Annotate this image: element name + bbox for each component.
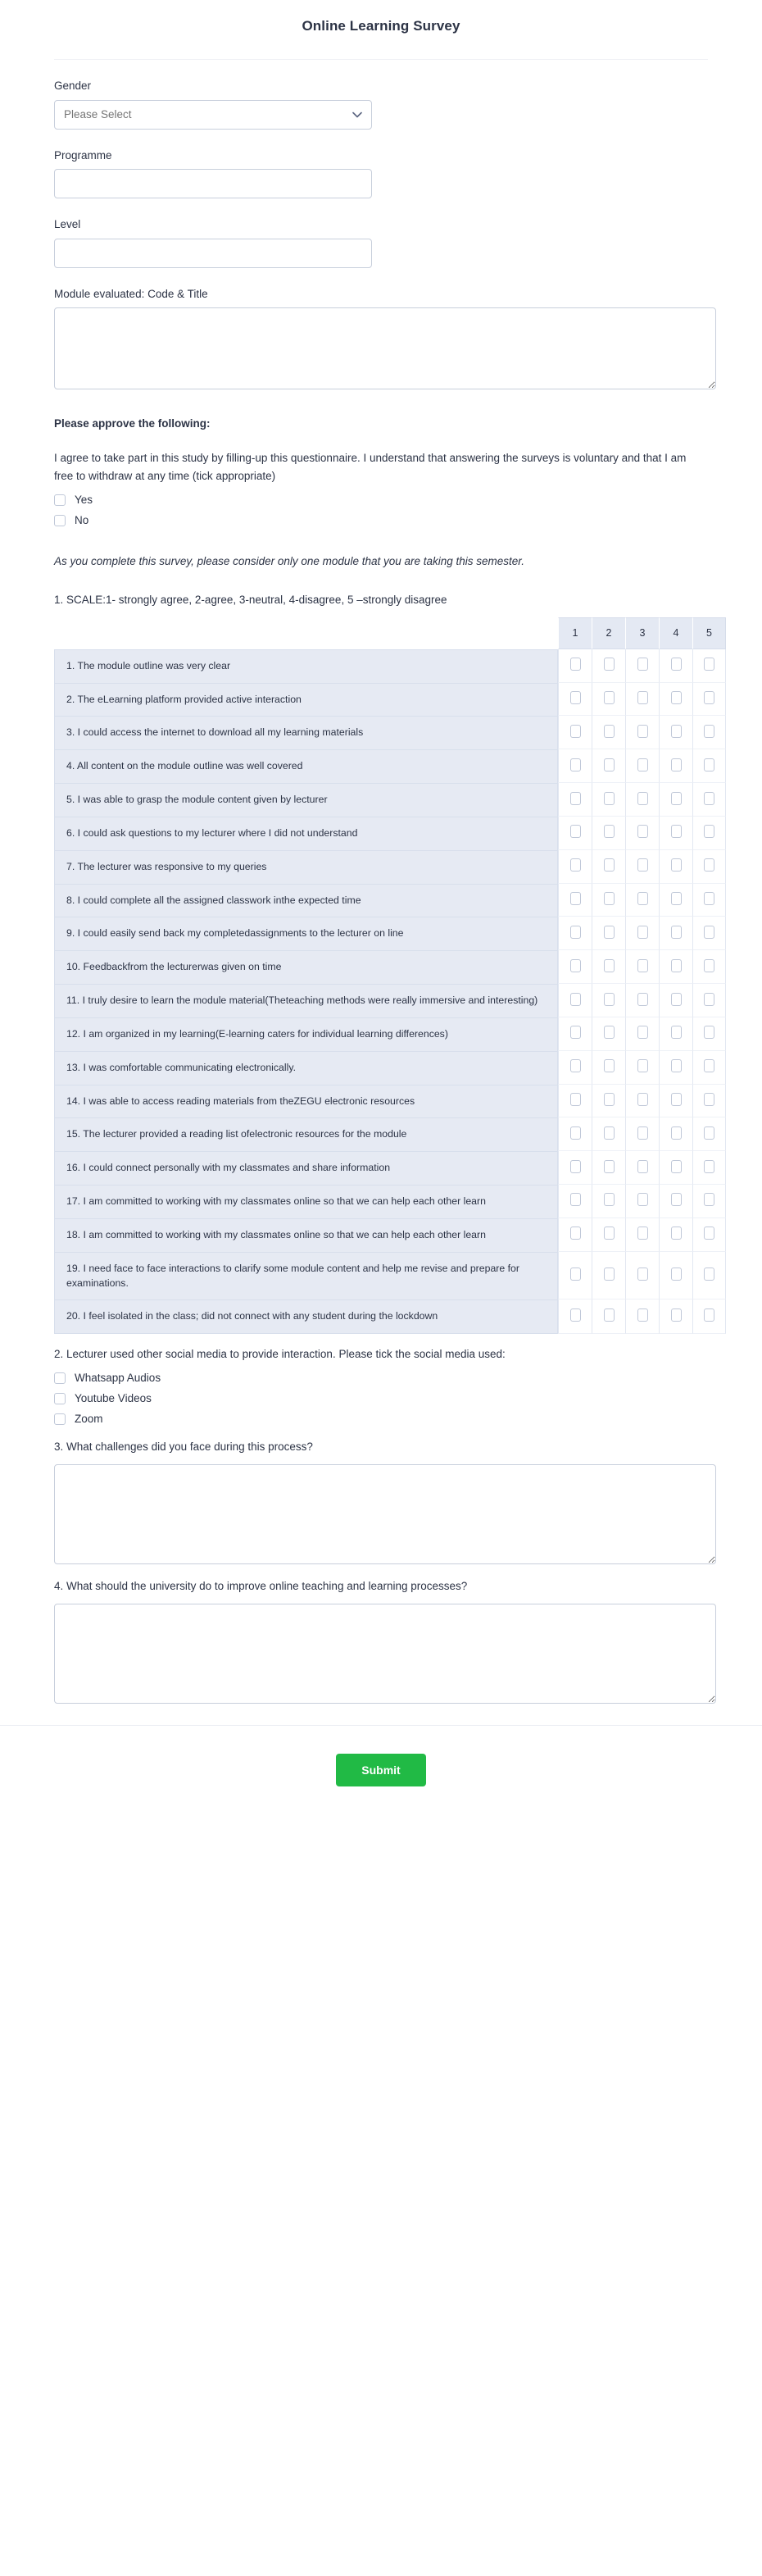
matrix-question-label: 17. I am committed to working with my classmates online so that we can help each other learn [54, 1185, 558, 1218]
checkbox-icon[interactable] [671, 1160, 682, 1173]
matrix-option-cell[interactable] [692, 917, 726, 950]
matrix-option-cell[interactable] [625, 984, 659, 1017]
checkbox-icon[interactable] [671, 1126, 682, 1140]
matrix-option-cell[interactable] [558, 950, 592, 984]
checkbox-icon[interactable] [671, 725, 682, 738]
matrix-option-cell[interactable] [692, 1085, 726, 1118]
matrix-row [54, 950, 726, 984]
submit-button[interactable]: Submit [336, 1754, 426, 1786]
question3-answer-block [54, 1464, 708, 1564]
matrix-question-label: 2. The eLearning platform provided active interaction [54, 683, 558, 717]
checkbox-icon[interactable] [637, 1026, 648, 1039]
matrix-option-cell[interactable] [659, 850, 692, 884]
social-option-whatsapp[interactable] [54, 1372, 708, 1384]
matrix-option-cell[interactable] [659, 683, 692, 717]
matrix-table [54, 617, 726, 1334]
matrix-option-cell[interactable] [592, 917, 625, 950]
question2-options [54, 1372, 708, 1425]
matrix-row [54, 1117, 726, 1151]
matrix-question-label: 14. I was able to access reading materials from theZEGU electronic resources [54, 1085, 558, 1118]
checkbox-icon[interactable] [704, 792, 714, 805]
level-label: Level [54, 218, 81, 231]
checkbox-icon[interactable] [54, 1393, 66, 1404]
matrix-col-3: 3 [625, 617, 659, 649]
matrix-row [54, 917, 726, 950]
checkbox-icon[interactable] [570, 1093, 581, 1106]
checkbox-icon[interactable] [704, 1268, 714, 1281]
checkbox-icon[interactable] [637, 658, 648, 671]
matrix-option-cell[interactable] [558, 917, 592, 950]
matrix-option-cell[interactable] [592, 1218, 625, 1252]
checkbox-icon[interactable] [671, 792, 682, 805]
social-option-label: Youtube Videos [75, 1392, 152, 1405]
checkbox-icon[interactable] [704, 1193, 714, 1206]
matrix-option-cell[interactable] [659, 1151, 692, 1185]
matrix-option-cell[interactable] [692, 716, 726, 749]
matrix-row [54, 649, 726, 683]
matrix-question-label: 13. I was comfortable communicating electronically. [54, 1051, 558, 1085]
matrix-option-cell[interactable] [625, 884, 659, 917]
matrix-option-cell[interactable] [592, 749, 625, 783]
social-option-label: Zoom [75, 1413, 103, 1426]
checkbox-icon[interactable] [637, 691, 648, 704]
checkbox-icon[interactable] [604, 792, 615, 805]
checkbox-icon[interactable] [637, 1308, 648, 1322]
checkbox-icon[interactable] [54, 1372, 66, 1384]
checkbox-icon[interactable] [570, 1059, 581, 1072]
checkbox-icon[interactable] [671, 1193, 682, 1206]
gender-select-wrapper [54, 100, 372, 130]
matrix-option-cell[interactable] [625, 1151, 659, 1185]
matrix-option-cell[interactable] [659, 917, 692, 950]
matrix-question-label: 5. I was able to grasp the module content given by lecturer [54, 783, 558, 817]
gender-label: Gender [54, 80, 92, 92]
checkbox-icon[interactable] [604, 1126, 615, 1140]
matrix-option-cell[interactable] [625, 1252, 659, 1300]
matrix-option-cell[interactable] [592, 1017, 625, 1051]
checkbox-icon[interactable] [570, 858, 581, 872]
matrix-header-blank [54, 617, 558, 649]
form-body [0, 78, 762, 1704]
matrix-row [54, 783, 726, 817]
matrix-option-cell[interactable] [659, 1299, 692, 1334]
checkbox-icon[interactable] [604, 825, 615, 838]
checkbox-icon[interactable] [704, 993, 714, 1006]
matrix-col-2: 2 [592, 617, 625, 649]
checkbox-icon[interactable] [671, 858, 682, 872]
matrix-option-cell[interactable] [592, 850, 625, 884]
matrix-option-cell[interactable] [558, 1185, 592, 1218]
approve-heading: Please approve the following: [54, 417, 211, 430]
matrix-option-cell[interactable] [625, 1299, 659, 1334]
checkbox-icon[interactable] [704, 858, 714, 872]
checkbox-icon[interactable] [637, 892, 648, 905]
scale-legend: 1. SCALE:1- strongly agree, 2-agree, 3-neutral, 4-disagree, 5 –strongly disagree [54, 593, 447, 606]
matrix-option-cell[interactable] [592, 1085, 625, 1118]
matrix-option-cell[interactable] [592, 1151, 625, 1185]
matrix-option-cell[interactable] [625, 1117, 659, 1151]
matrix-option-cell[interactable] [558, 817, 592, 850]
checkbox-icon[interactable] [637, 1268, 648, 1281]
checkbox-icon[interactable] [637, 1093, 648, 1106]
checkbox-icon[interactable] [570, 658, 581, 671]
survey-note: As you complete this survey, please consider only one module that you are taking this semester. [54, 554, 525, 567]
checkbox-icon[interactable] [604, 1059, 615, 1072]
matrix-row [54, 1299, 726, 1334]
matrix-row [54, 1185, 726, 1218]
matrix-row [54, 683, 726, 717]
field-module [54, 286, 708, 390]
matrix-option-cell[interactable] [692, 950, 726, 984]
matrix-option-cell[interactable] [659, 716, 692, 749]
matrix-option-cell[interactable] [558, 1151, 592, 1185]
matrix-option-cell[interactable] [625, 783, 659, 817]
consent-option-label: No [75, 514, 89, 527]
checkbox-icon[interactable] [704, 725, 714, 738]
checkbox-icon[interactable] [704, 892, 714, 905]
checkbox-icon[interactable] [570, 1193, 581, 1206]
checkbox-icon[interactable] [704, 1093, 714, 1106]
matrix-option-cell[interactable] [592, 984, 625, 1017]
matrix-option-cell[interactable] [558, 716, 592, 749]
matrix-question-label: 3. I could access the internet to download all my learning materials [54, 716, 558, 749]
matrix-option-cell[interactable] [625, 917, 659, 950]
matrix-body [54, 649, 726, 1334]
checkbox-icon[interactable] [570, 1026, 581, 1039]
matrix-option-cell[interactable] [625, 817, 659, 850]
matrix-col-5: 5 [692, 617, 726, 649]
matrix-option-cell[interactable] [592, 817, 625, 850]
matrix-question-label: 10. Feedbackfrom the lecturerwas given on time [54, 950, 558, 984]
question3-textarea[interactable] [54, 1464, 716, 1564]
checkbox-icon[interactable] [704, 758, 714, 771]
matrix-option-cell[interactable] [692, 1299, 726, 1334]
checkbox-icon[interactable] [54, 494, 66, 506]
matrix-option-cell[interactable] [558, 1117, 592, 1151]
checkbox-icon[interactable] [671, 825, 682, 838]
consent-option-label: Yes [75, 494, 93, 507]
field-programme [54, 148, 708, 199]
matrix-option-cell[interactable] [692, 884, 726, 917]
matrix-option-cell[interactable] [659, 884, 692, 917]
matrix-option-cell[interactable] [625, 1017, 659, 1051]
checkbox-icon[interactable] [570, 725, 581, 738]
checkbox-icon[interactable] [570, 792, 581, 805]
field-gender [54, 78, 708, 130]
checkbox-icon[interactable] [704, 1227, 714, 1240]
checkbox-icon[interactable] [54, 515, 66, 526]
matrix-option-cell[interactable] [558, 984, 592, 1017]
checkbox-icon[interactable] [637, 1126, 648, 1140]
checkbox-icon[interactable] [671, 892, 682, 905]
checkbox-icon[interactable] [570, 926, 581, 939]
checkbox-icon[interactable] [671, 658, 682, 671]
level-input[interactable] [54, 239, 372, 268]
matrix-option-cell[interactable] [659, 783, 692, 817]
checkbox-icon[interactable] [570, 1268, 581, 1281]
matrix-option-cell[interactable] [558, 649, 592, 683]
checkbox-icon[interactable] [604, 1160, 615, 1173]
matrix-option-cell[interactable] [592, 649, 625, 683]
checkbox-icon[interactable] [604, 892, 615, 905]
checkbox-icon[interactable] [604, 1026, 615, 1039]
checkbox-icon[interactable] [671, 1059, 682, 1072]
checkbox-icon[interactable] [671, 691, 682, 704]
checkbox-icon[interactable] [604, 658, 615, 671]
checkbox-icon[interactable] [671, 1268, 682, 1281]
matrix-option-cell[interactable] [692, 683, 726, 717]
matrix-question-label: 9. I could easily send back my completedassignments to the lecturer on line [54, 917, 558, 950]
matrix-col-1: 1 [558, 617, 592, 649]
checkbox-icon[interactable] [637, 1059, 648, 1072]
matrix-option-cell[interactable] [692, 749, 726, 783]
question4-answer-block [54, 1604, 708, 1704]
matrix-row [54, 817, 726, 850]
matrix-option-cell[interactable] [625, 950, 659, 984]
matrix-option-cell[interactable] [625, 683, 659, 717]
matrix-question-label: 8. I could complete all the assigned classwork inthe expected time [54, 884, 558, 917]
matrix-option-cell[interactable] [558, 1085, 592, 1118]
matrix-option-cell[interactable] [625, 1218, 659, 1252]
checkbox-icon[interactable] [637, 1160, 648, 1173]
checkbox-icon[interactable] [637, 825, 648, 838]
checkbox-icon[interactable] [604, 1227, 615, 1240]
checkbox-icon[interactable] [570, 825, 581, 838]
matrix-row [54, 1252, 726, 1300]
checkbox-icon[interactable] [637, 1193, 648, 1206]
social-option-zoom[interactable] [54, 1413, 708, 1425]
matrix-option-cell[interactable] [659, 749, 692, 783]
matrix-option-cell[interactable] [592, 1185, 625, 1218]
checkbox-icon[interactable] [604, 1093, 615, 1106]
checkbox-icon[interactable] [54, 1413, 66, 1425]
matrix-question-label: 15. The lecturer provided a reading list ofelectronic resources for the module [54, 1117, 558, 1151]
checkbox-icon[interactable] [671, 1026, 682, 1039]
matrix-row [54, 1151, 726, 1185]
matrix-row [54, 850, 726, 884]
matrix-option-cell[interactable] [692, 1051, 726, 1085]
checkbox-icon[interactable] [704, 959, 714, 972]
matrix-question-label: 12. I am organized in my learning(E-learning caters for individual learning differences) [54, 1017, 558, 1051]
matrix-option-cell[interactable] [625, 1085, 659, 1118]
matrix-option-cell[interactable] [692, 1017, 726, 1051]
matrix-row [54, 749, 726, 783]
consent-option-yes[interactable] [54, 494, 708, 506]
matrix-question-label: 1. The module outline was very clear [54, 649, 558, 683]
checkbox-icon[interactable] [671, 959, 682, 972]
matrix-question-label: 7. The lecturer was responsive to my queries [54, 850, 558, 884]
matrix-option-cell[interactable] [692, 1252, 726, 1300]
matrix-option-cell[interactable] [659, 1051, 692, 1085]
matrix-option-cell[interactable] [692, 783, 726, 817]
matrix-option-cell[interactable] [558, 1299, 592, 1334]
checkbox-icon[interactable] [637, 926, 648, 939]
matrix-option-cell[interactable] [659, 1017, 692, 1051]
matrix-option-cell[interactable] [692, 1218, 726, 1252]
question4-heading: 4. What should the university do to improve online teaching and learning processes? [54, 1579, 468, 1592]
matrix-row [54, 716, 726, 749]
matrix-head [54, 617, 726, 649]
checkbox-icon[interactable] [570, 959, 581, 972]
consent-text: I agree to take part in this study by filling-up this questionnaire. I understand that answering the surveys is voluntary and that I am free to withdraw at any time (tick appropriate) [54, 452, 687, 483]
checkbox-icon[interactable] [671, 1227, 682, 1240]
checkbox-icon[interactable] [704, 1160, 714, 1173]
matrix-option-cell[interactable] [625, 1185, 659, 1218]
checkbox-icon[interactable] [704, 691, 714, 704]
checkbox-icon[interactable] [604, 959, 615, 972]
checkbox-icon[interactable] [570, 1160, 581, 1173]
matrix-col-4: 4 [659, 617, 692, 649]
matrix-header-row [54, 617, 726, 649]
question3-heading: 3. What challenges did you face during this process? [54, 1440, 313, 1454]
checkbox-icon[interactable] [604, 858, 615, 872]
matrix-option-cell[interactable] [592, 1252, 625, 1300]
checkbox-icon[interactable] [637, 725, 648, 738]
checkbox-icon[interactable] [570, 1308, 581, 1322]
matrix-option-cell[interactable] [659, 984, 692, 1017]
matrix-option-cell[interactable] [692, 1151, 726, 1185]
checkbox-icon[interactable] [604, 691, 615, 704]
matrix-option-cell[interactable] [592, 783, 625, 817]
matrix-option-cell[interactable] [625, 850, 659, 884]
matrix-row [54, 884, 726, 917]
checkbox-icon[interactable] [704, 926, 714, 939]
checkbox-icon[interactable] [604, 725, 615, 738]
matrix-option-cell[interactable] [558, 783, 592, 817]
matrix-option-cell[interactable] [592, 1117, 625, 1151]
checkbox-icon[interactable] [704, 658, 714, 671]
matrix-option-cell[interactable] [558, 850, 592, 884]
checkbox-icon[interactable] [704, 1126, 714, 1140]
consent-option-no[interactable] [54, 515, 708, 526]
checkbox-icon[interactable] [637, 1227, 648, 1240]
matrix-option-cell[interactable] [659, 950, 692, 984]
matrix-row [54, 1085, 726, 1118]
social-option-youtube[interactable] [54, 1393, 708, 1404]
matrix-option-cell[interactable] [592, 884, 625, 917]
field-level [54, 216, 708, 268]
checkbox-icon[interactable] [637, 858, 648, 872]
module-label: Module evaluated: Code & Title [54, 287, 208, 300]
matrix-question-label: 6. I could ask questions to my lecturer where I did not understand [54, 817, 558, 850]
gender-select[interactable] [54, 100, 372, 130]
header-divider [54, 59, 708, 60]
checkbox-icon[interactable] [637, 993, 648, 1006]
matrix-row [54, 1218, 726, 1252]
form-header [0, 0, 762, 48]
matrix-question-label: 4. All content on the module outline was well covered [54, 749, 558, 783]
checkbox-icon[interactable] [570, 758, 581, 771]
matrix-option-cell[interactable] [692, 817, 726, 850]
checkbox-icon[interactable] [704, 825, 714, 838]
programme-label: Programme [54, 148, 112, 162]
matrix-option-cell[interactable] [592, 683, 625, 717]
matrix-question-label: 11. I truly desire to learn the module material(Theteaching methods were really immersive and interesting) [54, 984, 558, 1017]
matrix-option-cell[interactable] [692, 1117, 726, 1151]
matrix-option-cell[interactable] [558, 1017, 592, 1051]
checkbox-icon[interactable] [704, 1026, 714, 1039]
matrix-question-label: 18. I am committed to working with my classmates online so that we can help each other learn [54, 1218, 558, 1252]
matrix-question-label: 20. I feel isolated in the class; did not connect with any student during the lockdown [54, 1299, 558, 1334]
checkbox-icon[interactable] [671, 926, 682, 939]
matrix-option-cell[interactable] [592, 716, 625, 749]
social-option-label: Whatsapp Audios [75, 1372, 161, 1385]
matrix-option-cell[interactable] [692, 850, 726, 884]
checkbox-icon[interactable] [604, 1308, 615, 1322]
matrix-option-cell[interactable] [692, 984, 726, 1017]
matrix-option-cell[interactable] [625, 749, 659, 783]
matrix-row [54, 1051, 726, 1085]
matrix-option-cell[interactable] [659, 1252, 692, 1300]
checkbox-icon[interactable] [637, 792, 648, 805]
checkbox-icon[interactable] [671, 758, 682, 771]
matrix-option-cell[interactable] [592, 1051, 625, 1085]
matrix-option-cell[interactable] [659, 817, 692, 850]
matrix-option-cell[interactable] [659, 1117, 692, 1151]
matrix-option-cell[interactable] [592, 1299, 625, 1334]
checkbox-icon[interactable] [570, 993, 581, 1006]
checkbox-icon[interactable] [604, 1268, 615, 1281]
matrix-option-cell[interactable] [558, 1218, 592, 1252]
checkbox-icon[interactable] [570, 1126, 581, 1140]
matrix-option-cell[interactable] [659, 649, 692, 683]
checkbox-icon[interactable] [637, 959, 648, 972]
checkbox-icon[interactable] [704, 1059, 714, 1072]
page-title: Online Learning Survey [302, 18, 460, 34]
checkbox-icon[interactable] [637, 758, 648, 771]
checkbox-icon[interactable] [604, 758, 615, 771]
matrix-option-cell[interactable] [692, 649, 726, 683]
matrix-question-label: 19. I need face to face interactions to clarify some module content and help me revise and prepare for examinations. [54, 1252, 558, 1300]
checkbox-icon[interactable] [604, 993, 615, 1006]
checkbox-icon[interactable] [671, 993, 682, 1006]
submit-area [0, 1726, 762, 1819]
matrix-table-wrapper [54, 617, 726, 1334]
checkbox-icon[interactable] [570, 691, 581, 704]
matrix-option-cell[interactable] [558, 683, 592, 717]
module-textarea[interactable] [54, 307, 716, 389]
matrix-option-cell[interactable] [625, 1051, 659, 1085]
checkbox-icon[interactable] [604, 1193, 615, 1206]
programme-input[interactable] [54, 169, 372, 198]
matrix-option-cell[interactable] [692, 1185, 726, 1218]
checkbox-icon[interactable] [604, 926, 615, 939]
matrix-row [54, 1017, 726, 1051]
checkbox-icon[interactable] [570, 892, 581, 905]
question4-textarea[interactable] [54, 1604, 716, 1704]
matrix-option-cell[interactable] [625, 649, 659, 683]
consent-options [54, 494, 708, 526]
matrix-option-cell[interactable] [592, 950, 625, 984]
matrix-option-cell[interactable] [558, 749, 592, 783]
checkbox-icon[interactable] [704, 1308, 714, 1322]
checkbox-icon[interactable] [671, 1093, 682, 1106]
matrix-option-cell[interactable] [659, 1085, 692, 1118]
matrix-option-cell[interactable] [558, 884, 592, 917]
matrix-option-cell[interactable] [558, 1051, 592, 1085]
matrix-option-cell[interactable] [625, 716, 659, 749]
matrix-option-cell[interactable] [659, 1185, 692, 1218]
matrix-question-label: 16. I could connect personally with my classmates and share information [54, 1151, 558, 1185]
question2-heading: 2. Lecturer used other social media to provide interaction. Please tick the social media used: [54, 1348, 506, 1361]
checkbox-icon[interactable] [570, 1227, 581, 1240]
matrix-option-cell[interactable] [558, 1252, 592, 1300]
checkbox-icon[interactable] [671, 1308, 682, 1322]
matrix-row [54, 984, 726, 1017]
matrix-option-cell[interactable] [659, 1218, 692, 1252]
